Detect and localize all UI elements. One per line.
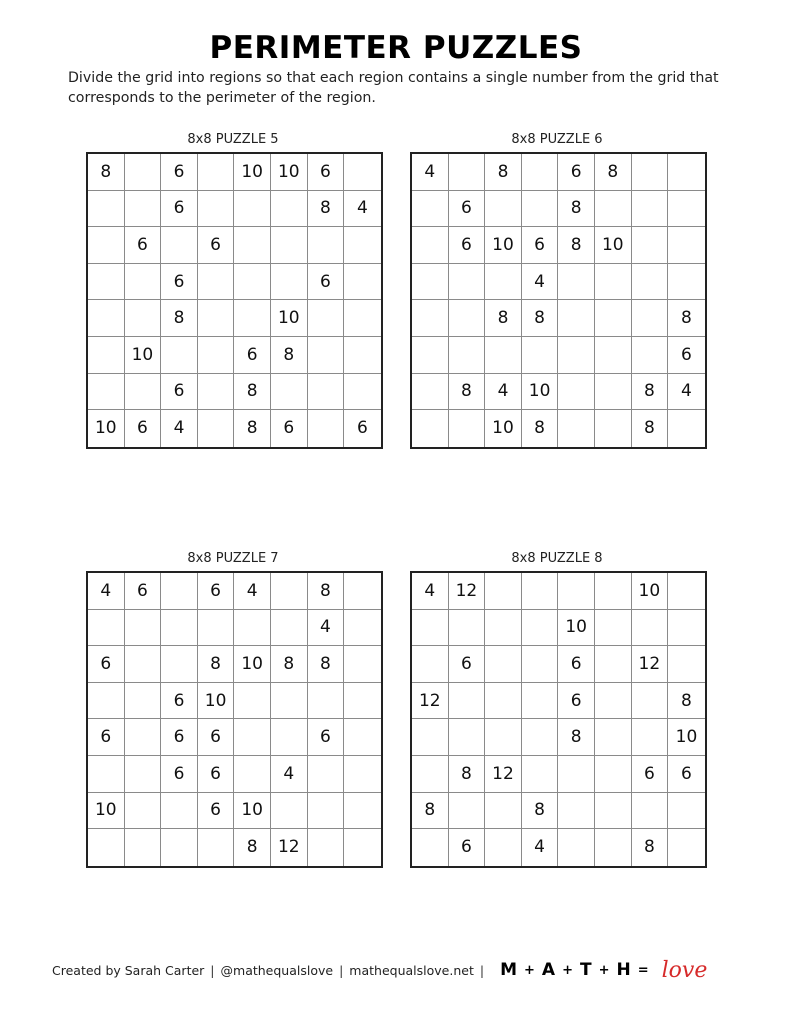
grid-cell (344, 756, 381, 793)
grid-cell: 6 (271, 410, 308, 447)
grid-cell (161, 793, 198, 830)
grid-cell (668, 154, 705, 191)
grid-cell (161, 829, 198, 866)
grid-cell: 8 (308, 191, 345, 228)
grid-cell (595, 610, 632, 647)
footer-separator: | (479, 962, 485, 978)
grid-cell (308, 410, 345, 447)
grid-cell (198, 154, 235, 191)
grid-cell: 10 (522, 374, 559, 411)
grid-cell (668, 610, 705, 647)
brand-letter: H (616, 960, 631, 980)
grid-cell (522, 610, 559, 647)
grid-cell: 10 (485, 410, 522, 447)
grid-cell (308, 793, 345, 830)
grid-cell: 10 (125, 337, 162, 374)
grid-cell (308, 756, 345, 793)
grid-cell (522, 756, 559, 793)
grid-cell: 6 (198, 793, 235, 830)
grid-cell (198, 410, 235, 447)
grid-cell (595, 683, 632, 720)
grid-cell (632, 793, 669, 830)
grid-cell (344, 683, 381, 720)
grid-cell (632, 337, 669, 374)
grid-cell (161, 610, 198, 647)
grid-cell: 8 (449, 374, 486, 411)
grid-cell: 10 (558, 610, 595, 647)
grid-cell: 12 (632, 646, 669, 683)
grid-cell (412, 300, 449, 337)
grid-cell (668, 829, 705, 866)
grid-cell (271, 227, 308, 264)
grid-cell: 4 (522, 829, 559, 866)
grid-cell (595, 337, 632, 374)
grid-cell: 6 (558, 154, 595, 191)
grid-cell: 8 (234, 410, 271, 447)
grid-cell (412, 610, 449, 647)
grid-cell (271, 610, 308, 647)
grid-cell (344, 264, 381, 301)
grid-cell (595, 719, 632, 756)
brand-operator: + (598, 962, 610, 978)
puzzle-label: 8x8 PUZZLE 7 (187, 551, 279, 566)
grid-cell: 8 (522, 793, 559, 830)
grid-cell (558, 410, 595, 447)
grid-cell (271, 719, 308, 756)
grid-cell (522, 154, 559, 191)
grid-cell: 6 (308, 264, 345, 301)
grid-cell (522, 191, 559, 228)
grid-cell: 6 (161, 264, 198, 301)
grid-cell: 12 (412, 683, 449, 720)
grid-cell (668, 191, 705, 228)
grid-cell (125, 300, 162, 337)
grid-cell (198, 264, 235, 301)
grid-cell: 4 (412, 573, 449, 610)
grid-cell: 6 (308, 719, 345, 756)
footer-site: mathequalslove.net (349, 962, 474, 978)
grid-cell (485, 829, 522, 866)
grid-cell (271, 793, 308, 830)
grid-cell (558, 756, 595, 793)
grid-cell (125, 683, 162, 720)
grid-cell: 8 (308, 646, 345, 683)
grid-cell (125, 793, 162, 830)
grid-cell: 6 (198, 227, 235, 264)
grid-cell (88, 610, 125, 647)
puzzle-7 (86, 551, 380, 868)
grid-cell (485, 719, 522, 756)
grid-cell (125, 191, 162, 228)
grid-cell (344, 719, 381, 756)
grid-cell: 6 (449, 829, 486, 866)
grid-cell: 10 (88, 793, 125, 830)
grid-cell (88, 683, 125, 720)
grid-cell: 6 (558, 683, 595, 720)
grid-cell (485, 610, 522, 647)
puzzle-label: 8x8 PUZZLE 8 (511, 551, 603, 566)
grid-cell (522, 646, 559, 683)
grid-cell (449, 683, 486, 720)
footer-separator: | (339, 962, 344, 978)
grid-cell: 8 (668, 300, 705, 337)
grid-cell (344, 610, 381, 647)
puzzle-grid (410, 571, 707, 868)
grid-cell (558, 573, 595, 610)
grid-cell: 8 (595, 154, 632, 191)
grid-cell (485, 646, 522, 683)
grid-cell: 6 (161, 191, 198, 228)
grid-cell: 6 (161, 756, 198, 793)
grid-cell (522, 683, 559, 720)
grid-cell: 8 (271, 337, 308, 374)
grid-cell (344, 829, 381, 866)
grid-cell (558, 337, 595, 374)
grid-cell: 10 (271, 300, 308, 337)
grid-cell: 8 (632, 829, 669, 866)
grid-cell (668, 793, 705, 830)
grid-cell: 8 (558, 719, 595, 756)
grid-cell: 6 (234, 337, 271, 374)
grid-cell (308, 337, 345, 374)
grid-cell (485, 683, 522, 720)
grid-cell (271, 573, 308, 610)
grid-cell: 6 (668, 337, 705, 374)
grid-cell (449, 264, 486, 301)
grid-cell (271, 264, 308, 301)
grid-cell: 8 (234, 829, 271, 866)
brand-letter: A (541, 960, 556, 980)
grid-cell: 8 (522, 410, 559, 447)
grid-cell (412, 719, 449, 756)
grid-cell: 6 (668, 756, 705, 793)
grid-cell (632, 191, 669, 228)
grid-cell (88, 191, 125, 228)
grid-cell (632, 154, 669, 191)
grid-cell: 10 (271, 154, 308, 191)
grid-cell (125, 264, 162, 301)
grid-cell (485, 793, 522, 830)
grid-cell: 8 (668, 683, 705, 720)
grid-cell: 6 (198, 756, 235, 793)
grid-cell (198, 300, 235, 337)
brand-love-script: love (661, 957, 708, 983)
grid-cell (234, 264, 271, 301)
grid-cell: 6 (449, 646, 486, 683)
grid-cell (125, 719, 162, 756)
grid-cell: 4 (271, 756, 308, 793)
grid-cell (632, 300, 669, 337)
grid-cell (344, 227, 381, 264)
grid-cell (595, 573, 632, 610)
grid-cell: 8 (161, 300, 198, 337)
puzzle-label: 8x8 PUZZLE 6 (511, 132, 603, 147)
footer (52, 958, 707, 982)
grid-cell (234, 227, 271, 264)
grid-cell (558, 793, 595, 830)
grid-cell: 10 (88, 410, 125, 447)
grid-cell (595, 191, 632, 228)
grid-cell: 6 (161, 374, 198, 411)
grid-cell: 8 (632, 410, 669, 447)
grid-cell (344, 300, 381, 337)
grid-cell (668, 573, 705, 610)
grid-cell (344, 646, 381, 683)
grid-cell (125, 829, 162, 866)
grid-cell (125, 646, 162, 683)
grid-cell: 10 (234, 793, 271, 830)
grid-cell (88, 829, 125, 866)
grid-cell (558, 829, 595, 866)
grid-cell: 8 (412, 793, 449, 830)
grid-cell (271, 374, 308, 411)
grid-cell (595, 410, 632, 447)
grid-cell (234, 756, 271, 793)
grid-cell (344, 154, 381, 191)
grid-cell (485, 191, 522, 228)
grid-cell: 10 (485, 227, 522, 264)
grid-cell: 8 (632, 374, 669, 411)
grid-cell: 10 (234, 154, 271, 191)
grid-cell: 8 (308, 573, 345, 610)
grid-cell (234, 300, 271, 337)
grid-cell (632, 719, 669, 756)
grid-cell (412, 191, 449, 228)
grid-cell: 6 (522, 227, 559, 264)
grid-cell (449, 793, 486, 830)
grid-cell (88, 756, 125, 793)
grid-cell: 8 (449, 756, 486, 793)
grid-cell (558, 374, 595, 411)
grid-cell: 6 (125, 410, 162, 447)
grid-cell: 10 (198, 683, 235, 720)
grid-cell: 8 (485, 300, 522, 337)
brand-logo (500, 958, 707, 983)
grid-cell (632, 264, 669, 301)
grid-cell (308, 227, 345, 264)
grid-cell (449, 300, 486, 337)
grid-cell (632, 227, 669, 264)
grid-cell (632, 610, 669, 647)
grid-cell (412, 374, 449, 411)
grid-cell (161, 227, 198, 264)
grid-cell: 6 (308, 154, 345, 191)
grid-cell (88, 337, 125, 374)
grid-cell (88, 264, 125, 301)
puzzle-5 (86, 132, 380, 449)
brand-operator: = (637, 962, 649, 978)
grid-cell (412, 264, 449, 301)
grid-cell (161, 573, 198, 610)
grid-cell (595, 646, 632, 683)
grid-cell (88, 374, 125, 411)
grid-cell (161, 646, 198, 683)
grid-cell (668, 264, 705, 301)
grid-cell: 12 (485, 756, 522, 793)
grid-cell: 6 (198, 719, 235, 756)
grid-cell: 8 (485, 154, 522, 191)
grid-cell (485, 264, 522, 301)
grid-cell (595, 264, 632, 301)
grid-cell (449, 154, 486, 191)
grid-cell (271, 683, 308, 720)
grid-cell: 6 (161, 683, 198, 720)
grid-cell (198, 829, 235, 866)
grid-cell: 6 (125, 227, 162, 264)
grid-cell: 8 (271, 646, 308, 683)
puzzle-6 (410, 132, 704, 449)
grid-cell (308, 374, 345, 411)
grid-cell (668, 410, 705, 447)
grid-cell (308, 829, 345, 866)
grid-cell: 10 (668, 719, 705, 756)
grid-cell (344, 793, 381, 830)
grid-cell (198, 610, 235, 647)
brand-operator: + (562, 962, 573, 978)
grid-cell: 4 (522, 264, 559, 301)
grid-cell (668, 227, 705, 264)
grid-cell (449, 719, 486, 756)
grid-cell (449, 610, 486, 647)
grid-cell (344, 573, 381, 610)
grid-cell (198, 191, 235, 228)
grid-cell (125, 154, 162, 191)
instructions-text: Divide the grid into regions so that each region contains a single number from the grid that corresponds to the perimeter of the region. (68, 70, 719, 106)
grid-cell (449, 410, 486, 447)
grid-cell: 6 (198, 573, 235, 610)
brand-operator: + (524, 962, 535, 978)
grid-cell: 6 (449, 227, 486, 264)
grid-cell (595, 300, 632, 337)
grid-cell (412, 227, 449, 264)
footer-credit: Created by Sarah Carter (52, 962, 205, 978)
grid-cell (344, 374, 381, 411)
puzzle-label: 8x8 PUZZLE 5 (187, 132, 279, 147)
brand-letter: T (579, 960, 592, 980)
grid-cell (234, 719, 271, 756)
grid-cell: 10 (234, 646, 271, 683)
grid-cell (412, 829, 449, 866)
grid-cell: 10 (632, 573, 669, 610)
grid-cell: 12 (449, 573, 486, 610)
grid-cell: 8 (88, 154, 125, 191)
grid-cell (161, 337, 198, 374)
grid-cell (308, 683, 345, 720)
grid-cell: 6 (88, 646, 125, 683)
grid-cell: 8 (558, 191, 595, 228)
grid-cell: 6 (449, 191, 486, 228)
grid-cell (308, 300, 345, 337)
grid-cell (198, 374, 235, 411)
grid-cell: 6 (161, 719, 198, 756)
puzzle-grid (86, 152, 383, 449)
grid-cell: 4 (88, 573, 125, 610)
grid-cell (412, 410, 449, 447)
grid-cell (88, 227, 125, 264)
grid-cell (595, 374, 632, 411)
grid-cell (595, 756, 632, 793)
grid-cell: 8 (234, 374, 271, 411)
grid-cell: 6 (357, 418, 368, 439)
grid-cell: 10 (595, 227, 632, 264)
grid-cell (234, 683, 271, 720)
grid-cell: 6 (632, 756, 669, 793)
grid-cell (271, 191, 308, 228)
grid-cell: 6 (88, 719, 125, 756)
grid-cell (412, 756, 449, 793)
footer-handle: @mathequalslove (220, 962, 334, 978)
grid-cell (595, 829, 632, 866)
grid-cell (668, 646, 705, 683)
grid-cell: 6 (125, 573, 162, 610)
grid-cell (522, 337, 559, 374)
grid-cell (412, 337, 449, 374)
grid-cell (125, 374, 162, 411)
grid-cell (522, 719, 559, 756)
grid-cell: 4 (412, 154, 449, 191)
grid-cell (522, 573, 559, 610)
puzzle-8 (410, 551, 704, 868)
grid-cell (632, 683, 669, 720)
grid-cell: 6 (558, 646, 595, 683)
grid-cell: 12 (271, 829, 308, 866)
grid-cell (88, 300, 125, 337)
grid-cell: 4 (485, 374, 522, 411)
grid-cell (485, 573, 522, 610)
grid-cell (558, 264, 595, 301)
grid-cell (558, 300, 595, 337)
grid-cell (344, 337, 381, 374)
grid-cell: 4 (308, 610, 345, 647)
grid-cell: 6 (161, 154, 198, 191)
puzzle-grid (86, 571, 383, 868)
footer-separator: | (210, 962, 215, 978)
grid-cell (234, 191, 271, 228)
grid-cell (125, 610, 162, 647)
page-title: PERIMETER PUZZLES (209, 30, 583, 66)
grid-cell (449, 337, 486, 374)
grid-cell: 8 (522, 300, 559, 337)
grid-cell: 4 (234, 573, 271, 610)
puzzle-grid (410, 152, 707, 449)
brand-letter: M (500, 960, 517, 980)
grid-cell: 4 (668, 374, 705, 411)
grid-cell (234, 610, 271, 647)
grid-cell (595, 793, 632, 830)
grid-cell: 4 (344, 191, 381, 228)
grid-cell (412, 646, 449, 683)
grid-cell (198, 337, 235, 374)
grid-cell: 4 (161, 410, 198, 447)
grid-cell: 8 (198, 646, 235, 683)
grid-cell: 8 (558, 227, 595, 264)
grid-cell (125, 756, 162, 793)
grid-cell (485, 337, 522, 374)
